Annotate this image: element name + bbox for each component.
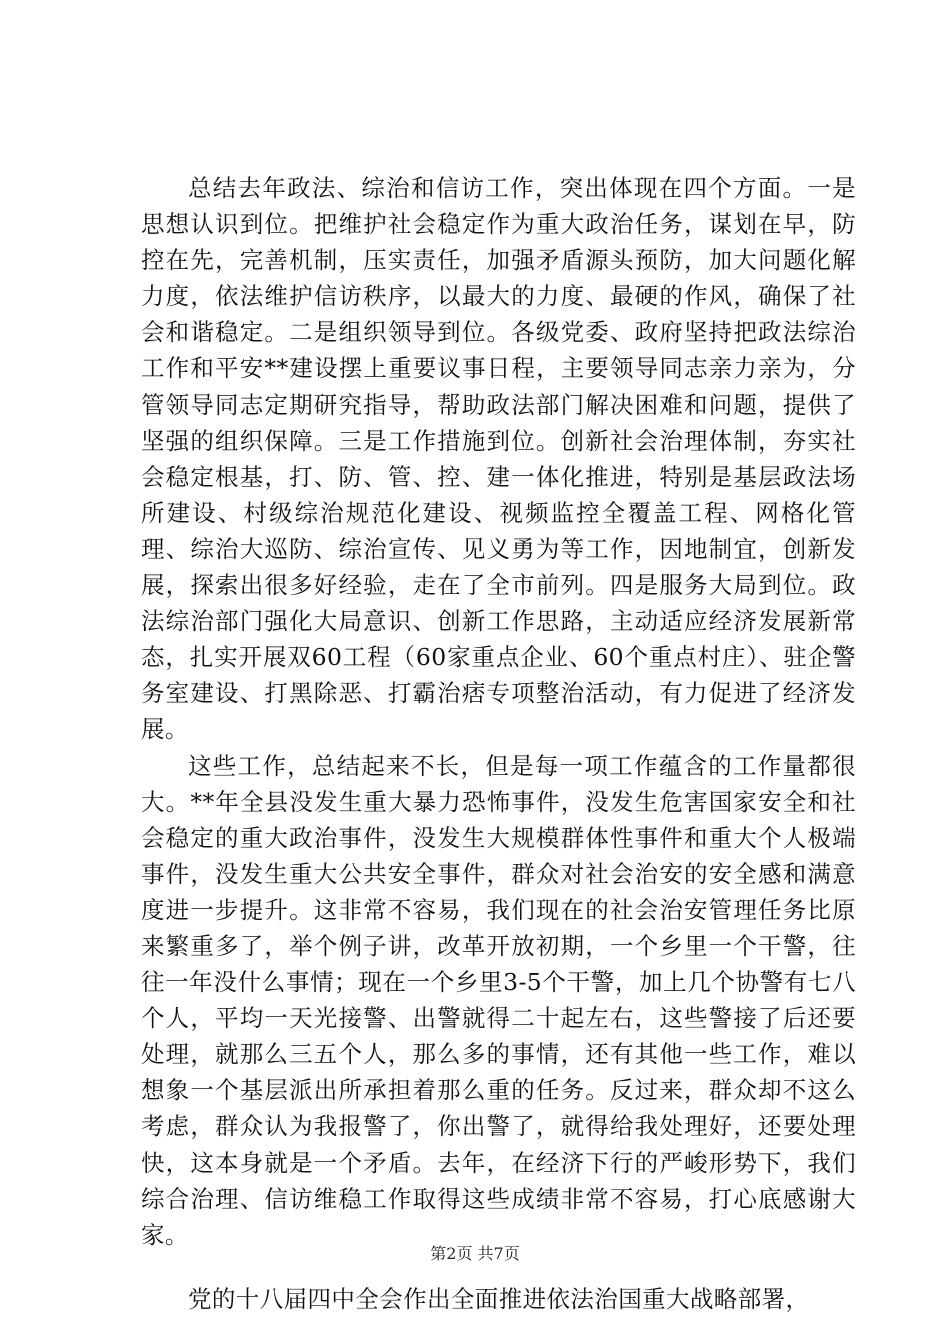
document-body [141, 170, 856, 1317]
paragraph-summary: 总结去年政法、综治和信访工作，突出体现在四个方面。一是思想认识到位。把维护社会稳定作为重大政治任务，谋划在早，防控在先，完善机制，压实责任，加强矛盾源头预防，加大问题化解力度，依法维护信访秩序，以最大的力度、最硬的作风，确保了社会和谐稳定。二是组织领导到位。各级党委、政府坚持把政法综治工作和平安**建设摆上重要议事日程，主要领导同志亲力亲为，分管领导同志定期研究指导，帮助政法部门解决困难和问题，提供了坚强的组织保障。三是工作措施到位。创新社会治理体制，夯实社会稳定根基，打、防、管、控、建一体化推进，特别是基层政法场所建设、村级综治规范化建设、视频监控全覆盖工程、网格化管理、综治大巡防、综治宣传、见义勇为等工作，因地制宜，创新发展，探索出很多好经验，走在了全市前列。四是服务大局到位。政法综治部门强化大局意识、创新工作思路，主动适应经济发展新常态，扎实开展双60工程（60家重点企业、60个重点村庄）、驻企警务室建设、打黑除恶、打霸治痞专项整治活动，有力促进了经济发展。 [141, 174, 856, 744]
paragraph-rule-of-law: 党的十八届四中全会作出全面推进依法治国重大战略部署， [188, 1284, 810, 1313]
paragraph-workload: 这些工作，总结起来不长，但是每一项工作蕴含的工作量都很大。**年全县没发生重大暴力恐怖事件，没发生危害国家安全和社会稳定的重大政治事件，没发生大规模群体性事件和重大个人极端事件，没发生重大公共安全事件，群众对社会治安的安全感和满意度进一步提升。这非常不容易，我们现在的社会治安管理任务比原来繁重多了，举个例子讲，改革开放初期，一个乡里一个干警，往往一年没什么事情；现在一个乡里3-5个干警，加上几个协警有七八个人，平均一天光接警、出警就得二十起左右，这些警接了后还要处理，就那么三五个人，那么多的事情，还有其他一些工作，难以想象一个基层派出所承担着那么重的任务。反过来，群众却不这么考虑，群众认为我报警了，你出警了，就得给我处理好，还要处理快，这本身就是一个矛盾。去年，在经济下行的严峻形势下，我们综合治理、信访维稳工作取得这些成绩非常不容易，打心底感谢大家。 [141, 751, 856, 1249]
page-number-footer: 第2页 共7页 [430, 1244, 520, 1263]
